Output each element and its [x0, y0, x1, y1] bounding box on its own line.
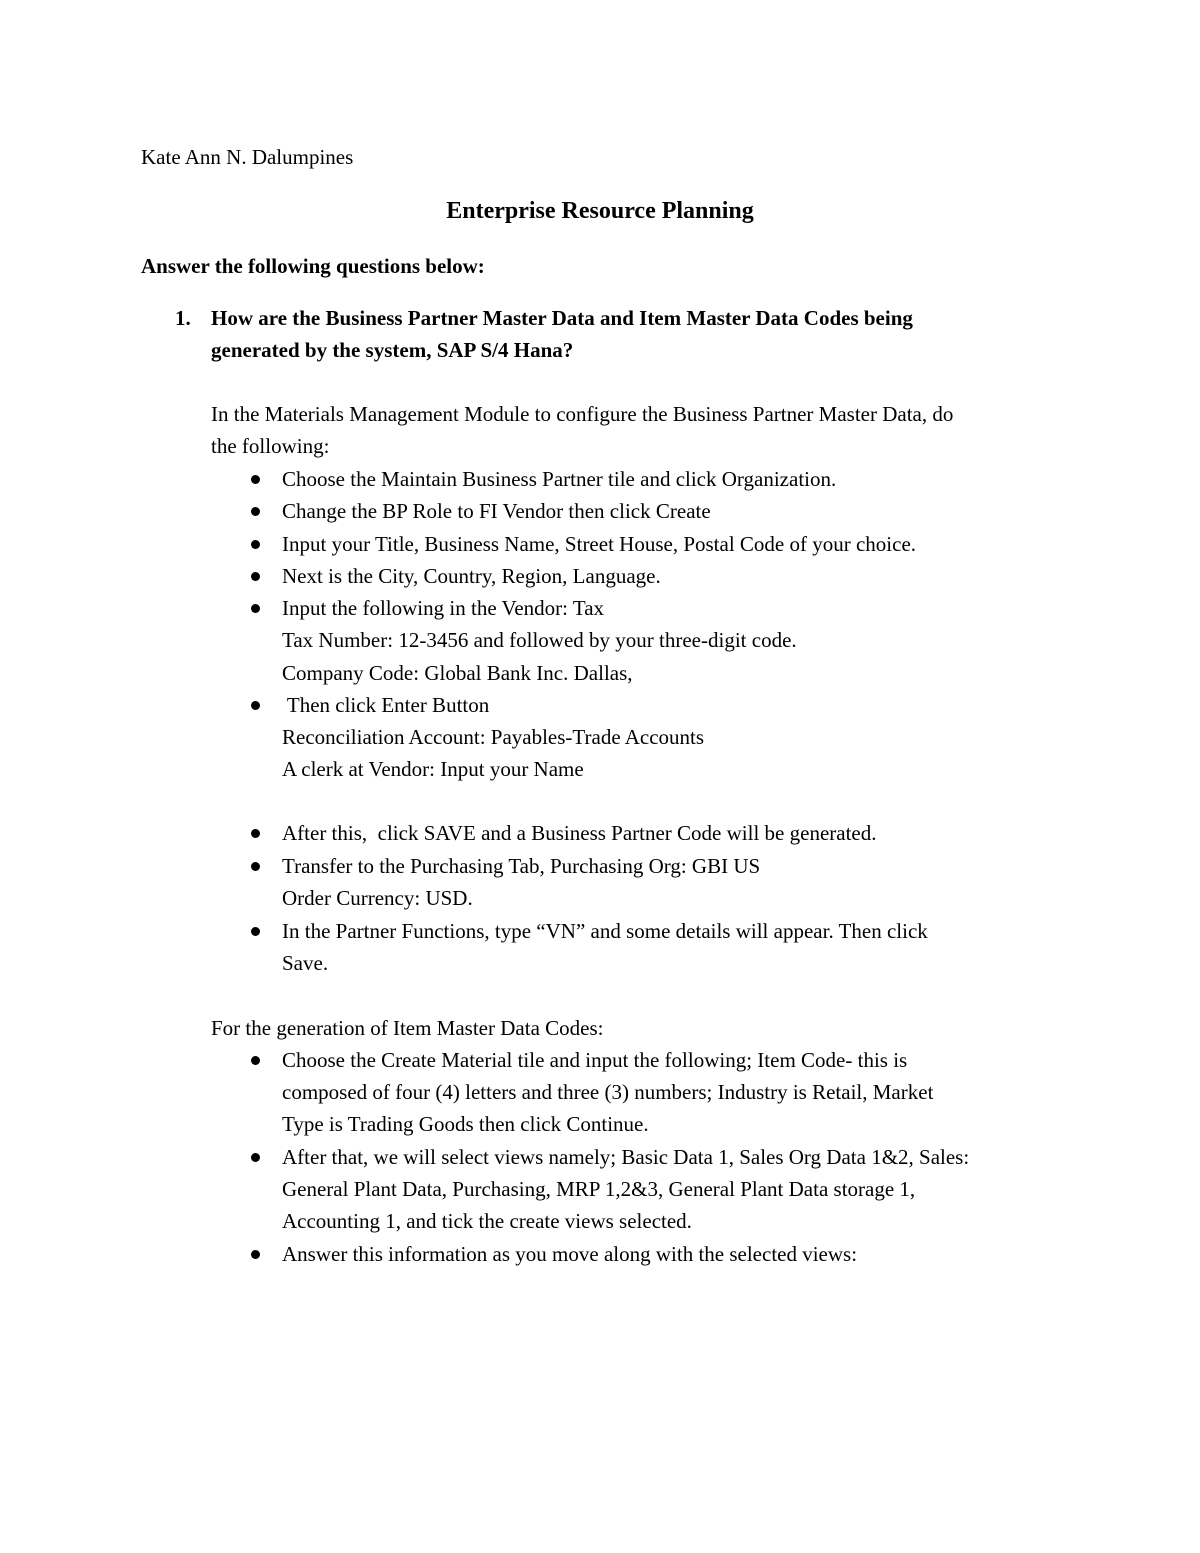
question-number: 1.	[175, 306, 191, 330]
bp-step-continuation: Company Code: Global Bank Inc. Dallas,	[282, 661, 633, 685]
instructions-prompt: Answer the following questions below:	[141, 254, 485, 278]
item-step: After that, we will select views namely; Basic Data 1, Sales Org Data 1&2, Sales:	[282, 1145, 970, 1169]
bullet-icon	[251, 701, 260, 710]
item-step-continuation: composed of four (4) letters and three (3) numbers; Industry is Retail, Market	[282, 1080, 934, 1104]
bp-step-continuation: Tax Number: 12-3456 and followed by your three-digit code.	[282, 628, 797, 652]
item-step: Answer this information as you move along with the selected views:	[282, 1242, 858, 1266]
question-text-line-1: How are the Business Partner Master Data and Item Master Data Codes being	[211, 306, 913, 330]
author-name: Kate Ann N. Dalumpines	[141, 145, 354, 169]
bp-step: After this, click SAVE and a Business Partner Code will be generated.	[282, 821, 877, 845]
bp-step-continuation: Reconciliation Account: Payables-Trade Accounts	[282, 725, 705, 749]
question-text-line-2: generated by the system, SAP S/4 Hana?	[211, 338, 574, 362]
item-step: Choose the Create Material tile and input the following; Item Code- this is	[282, 1048, 908, 1072]
bullet-icon	[251, 1056, 260, 1065]
bp-step: Transfer to the Purchasing Tab, Purchasing Org: GBI US	[282, 854, 761, 878]
item-intro: For the generation of Item Master Data Codes:	[211, 1016, 604, 1040]
bp-step: In the Partner Functions, type “VN” and some details will appear. Then click	[282, 919, 928, 943]
bp-step: Change the BP Role to FI Vendor then click Create	[282, 499, 711, 523]
bullet-icon	[251, 604, 260, 613]
bp-intro-line-1: In the Materials Management Module to configure the Business Partner Master Data, do	[211, 402, 954, 426]
bp-step: Choose the Maintain Business Partner tile and click Organization.	[282, 467, 837, 491]
bullet-icon	[251, 862, 260, 871]
bp-intro-line-2: the following:	[211, 434, 330, 458]
bullet-icon	[251, 1250, 260, 1259]
bullet-icon	[251, 507, 260, 516]
bp-step-continuation: Order Currency: USD.	[282, 886, 473, 910]
bullet-icon	[251, 475, 260, 484]
bullet-icon	[251, 1153, 260, 1162]
bp-step-continuation: Save.	[282, 951, 329, 975]
bullet-icon	[251, 540, 260, 549]
bullet-icon	[251, 572, 260, 581]
item-step-continuation: Accounting 1, and tick the create views selected.	[282, 1209, 692, 1233]
document-title: Enterprise Resource Planning	[446, 198, 754, 224]
bp-step: Next is the City, Country, Region, Language.	[282, 564, 661, 588]
bp-step: Then click Enter Button	[282, 693, 490, 717]
item-step-continuation: Type is Trading Goods then click Continue.	[282, 1112, 649, 1136]
bullet-icon	[251, 829, 260, 838]
bp-step: Input the following in the Vendor: Tax	[282, 596, 605, 620]
bp-step-continuation: A clerk at Vendor: Input your Name	[282, 757, 584, 781]
item-step-continuation: General Plant Data, Purchasing, MRP 1,2&3, General Plant Data storage 1,	[282, 1177, 916, 1201]
bp-step: Input your Title, Business Name, Street House, Postal Code of your choice.	[282, 532, 917, 556]
bullet-icon	[251, 927, 260, 936]
